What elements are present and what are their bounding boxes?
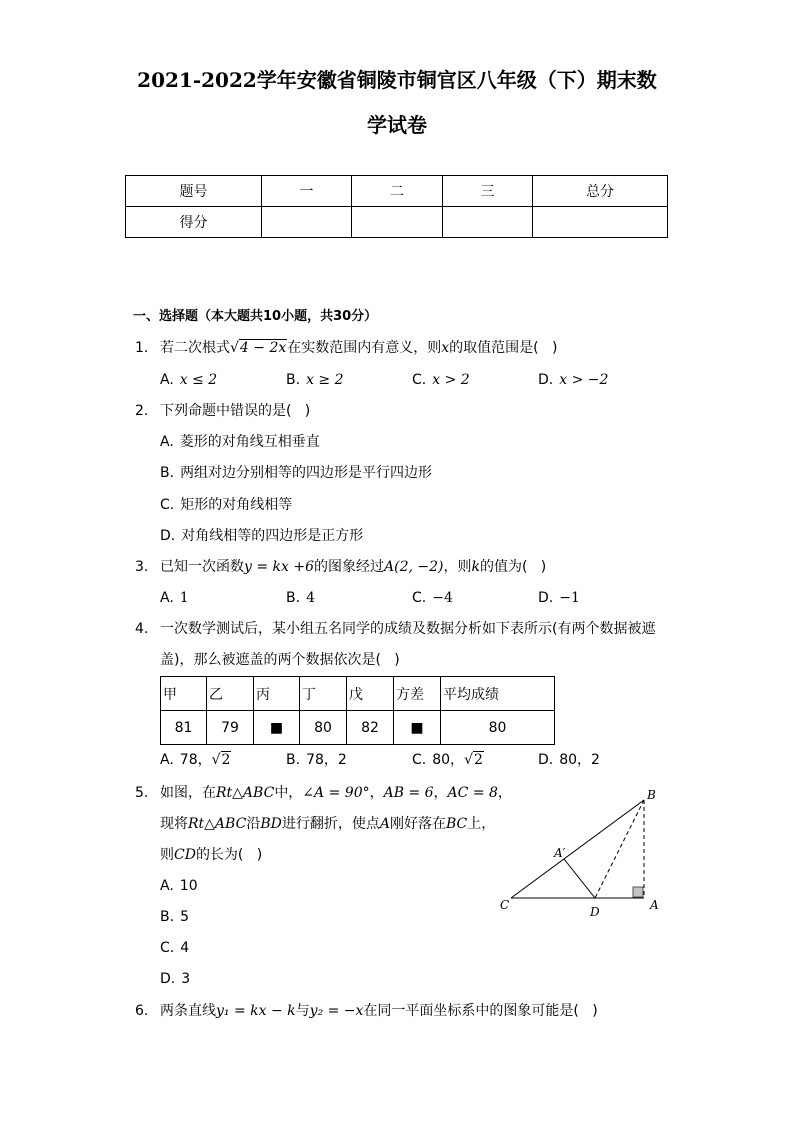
stem-text: 一次数学测试后，某小组五名同学的成绩及数据分析如下表所示(有两个数据被遮	[160, 621, 656, 637]
math-expression: Rt△ABC	[216, 785, 275, 801]
option-a	[160, 751, 286, 769]
option-value: 5	[180, 909, 189, 925]
question-5-stem	[135, 784, 512, 802]
segment-bd-dashed	[595, 800, 644, 898]
option-value: 80，	[432, 752, 465, 768]
option-label: B.	[286, 752, 301, 768]
option-value: 1	[179, 590, 189, 606]
question-1-options	[160, 371, 664, 389]
question-4-stem	[135, 620, 655, 638]
option-b	[160, 908, 189, 926]
math-expression: y₁ = kx − k	[216, 1003, 296, 1019]
stem-text: ，则	[443, 559, 472, 575]
score-header-cell: 二	[352, 176, 443, 207]
math-expression: AB = 6	[383, 785, 434, 801]
option-label: C.	[160, 940, 175, 956]
option-label: B.	[286, 372, 301, 388]
data-table-header-cell: 戊	[347, 677, 394, 711]
stem-text: 盖)，那么被遮盖的两个数据依次是( )	[160, 652, 400, 668]
math-variable: A	[379, 816, 390, 832]
radicand: 2	[221, 752, 231, 768]
data-table-header-cell: 平均成绩	[441, 677, 555, 711]
stem-text: ，	[369, 785, 384, 801]
question-6-stem	[135, 1002, 598, 1020]
option-label: A.	[160, 752, 174, 768]
stem-text: 现将	[160, 816, 188, 832]
stem-text: 的长为( )	[195, 847, 263, 863]
stem-text: 上，	[467, 816, 496, 832]
data-table-cell: 80	[441, 711, 555, 745]
stem-text: 若二次根式	[160, 340, 230, 356]
question-3-stem	[135, 558, 546, 576]
stem-text: 与	[295, 1003, 310, 1019]
score-table-header-row	[126, 176, 668, 207]
option-label: B.	[160, 465, 175, 481]
question-4-options	[160, 751, 664, 769]
question-number: 2.	[135, 403, 149, 419]
question-5-stem-line-3	[160, 846, 262, 864]
data-table-cell: 82	[347, 711, 394, 745]
question-2-stem	[135, 402, 310, 420]
score-header-cell: 题号	[126, 176, 262, 207]
option-label: D.	[160, 528, 176, 544]
section-heading: 一、选择题（本大题共10小题，共30分）	[133, 309, 378, 324]
stem-text: 的值为( )	[479, 559, 547, 575]
option-label: A.	[160, 590, 174, 606]
label-d: D	[590, 905, 600, 919]
option-b	[286, 371, 412, 389]
data-table-header-cell: 丁	[300, 677, 347, 711]
option-a	[160, 433, 320, 451]
radical-expression	[464, 751, 484, 768]
math-expression: BD	[260, 816, 282, 832]
label-b: B	[647, 788, 656, 802]
math-expression: Rt△ABC	[188, 816, 247, 832]
question-number: 3.	[135, 559, 149, 575]
data-table-header-cell: 甲	[161, 677, 207, 711]
option-label: D.	[538, 372, 554, 388]
score-table-score-row	[126, 207, 668, 238]
data-table-value-row	[161, 711, 555, 745]
option-label: D.	[160, 971, 176, 987]
option-label: C.	[160, 497, 175, 513]
data-table-header-cell: 方差	[394, 677, 441, 711]
option-value: 4	[306, 590, 315, 606]
option-d	[538, 751, 664, 769]
radical-sign: √	[211, 752, 221, 768]
option-label: A.	[160, 878, 174, 894]
stem-text: 两条直线	[160, 1003, 216, 1019]
data-table-header-cell: 乙	[207, 677, 254, 711]
score-cell	[533, 207, 668, 238]
option-value: 菱形的对角线互相垂直	[179, 434, 320, 450]
option-b	[286, 751, 412, 769]
option-value: 矩形的对角线相等	[180, 497, 293, 513]
math-expression: A(2, −2)	[384, 559, 444, 575]
option-label: D.	[538, 590, 554, 606]
question-number: 4.	[135, 621, 149, 637]
option-c	[160, 496, 292, 514]
option-value: 3	[181, 971, 191, 987]
score-cell	[443, 207, 533, 238]
option-value: −4	[432, 590, 453, 606]
option-c	[412, 371, 538, 389]
math-expression: y₂ = −x	[309, 1003, 364, 1019]
option-value: −1	[559, 590, 580, 606]
option-c	[160, 939, 189, 957]
data-table-cell: 81	[161, 711, 207, 745]
option-value: 两组对边分别相等的四边形是平行四边形	[180, 465, 433, 481]
stem-text: 的取值范围是( )	[449, 340, 558, 356]
score-header-cell: 总分	[533, 176, 668, 207]
stem-text: 在同一平面坐标系中的图象可能是( )	[363, 1003, 598, 1019]
math-expression: AC = 8	[447, 785, 498, 801]
data-table-cell: 79	[207, 711, 254, 745]
score-row-label: 得分	[126, 207, 262, 238]
stem-text: 在实数范围内有意义，则	[287, 340, 442, 356]
question-5-stem-line-2	[160, 815, 495, 833]
option-value: 80，2	[559, 752, 600, 768]
stem-text: 则	[160, 847, 174, 863]
option-d	[538, 371, 664, 389]
radicand: 2	[473, 752, 483, 768]
data-table-header-row	[161, 677, 555, 711]
option-value: x > −2	[559, 372, 609, 388]
option-value: x > 2	[432, 372, 470, 388]
radicand: 4 − 2x	[239, 340, 287, 356]
option-b	[160, 464, 432, 482]
option-label: C.	[412, 372, 427, 388]
stem-text: 下列命题中错误的是( )	[160, 403, 311, 419]
segment-a-prime-d	[564, 859, 595, 898]
score-header-cell: 一	[262, 176, 352, 207]
score-table	[125, 175, 668, 238]
option-value: 10	[179, 878, 198, 894]
stem-text: ，	[497, 785, 512, 801]
option-value: 78，2	[306, 752, 347, 768]
stem-text: 已知一次函数	[160, 559, 244, 575]
stem-text: 的图象经过	[314, 559, 385, 575]
option-label: B.	[286, 590, 301, 606]
option-a	[160, 877, 198, 895]
segment-cb	[511, 800, 644, 898]
option-label: C.	[412, 752, 427, 768]
data-table-cell: ■	[254, 711, 300, 745]
math-expression: ∠A = 90°	[302, 785, 370, 801]
option-value: x ≥ 2	[306, 372, 344, 388]
option-label: D.	[538, 752, 554, 768]
math-expression: y = kx +6	[244, 559, 315, 575]
question-4-stem-continued	[160, 651, 400, 669]
exam-title-line-1: 2021-2022学年安徽省铜陵市铜官区八年级（下）期末数	[137, 68, 657, 92]
option-a	[160, 589, 286, 607]
data-table-cell: 80	[300, 711, 347, 745]
exam-title-line-2: 学试卷	[367, 113, 427, 137]
stem-text: 如图，在	[160, 785, 216, 801]
radical-expression	[212, 751, 232, 768]
option-a	[160, 371, 286, 389]
math-expression: CD	[174, 847, 196, 863]
scores-data-table	[160, 676, 555, 745]
stem-text: ，	[433, 785, 448, 801]
data-table-header-cell: 丙	[254, 677, 300, 711]
label-a: A	[650, 898, 659, 912]
question-number: 1.	[135, 340, 149, 356]
score-header-cell: 三	[443, 176, 533, 207]
stem-text: 进行翻折，使点	[281, 816, 380, 832]
option-d	[160, 970, 190, 988]
option-b	[286, 589, 412, 607]
option-d	[538, 589, 664, 607]
radical-sign: √	[230, 340, 239, 356]
math-variable: k	[471, 559, 480, 575]
stem-text: 刚好落在	[389, 816, 446, 832]
option-c	[412, 589, 538, 607]
score-cell	[352, 207, 443, 238]
radical-expression	[230, 339, 287, 356]
stem-text: 沿	[246, 816, 261, 832]
right-angle-marker	[633, 887, 643, 897]
option-label: B.	[160, 909, 175, 925]
data-table-cell: ■	[394, 711, 441, 745]
option-value: 78，	[179, 752, 212, 768]
question-number: 6.	[135, 1003, 149, 1019]
stem-text: 中，	[274, 785, 303, 801]
option-c	[412, 751, 538, 769]
option-label: C.	[412, 590, 427, 606]
label-c: C	[500, 898, 510, 912]
option-label: A.	[160, 434, 174, 450]
option-value: 4	[180, 940, 190, 956]
option-d	[160, 527, 363, 545]
question-number: 5.	[135, 785, 149, 801]
option-value: x ≤ 2	[179, 372, 218, 388]
math-expression: BC	[445, 816, 468, 832]
question-3-options	[160, 589, 664, 607]
question-1-stem	[135, 339, 557, 357]
math-variable: x	[441, 340, 450, 356]
triangle-figure	[490, 780, 670, 925]
option-label: A.	[160, 372, 174, 388]
radical-sign: √	[464, 752, 473, 768]
label-a-prime: A′	[554, 846, 566, 860]
score-cell	[262, 207, 352, 238]
option-value: 对角线相等的四边形是正方形	[181, 528, 364, 544]
